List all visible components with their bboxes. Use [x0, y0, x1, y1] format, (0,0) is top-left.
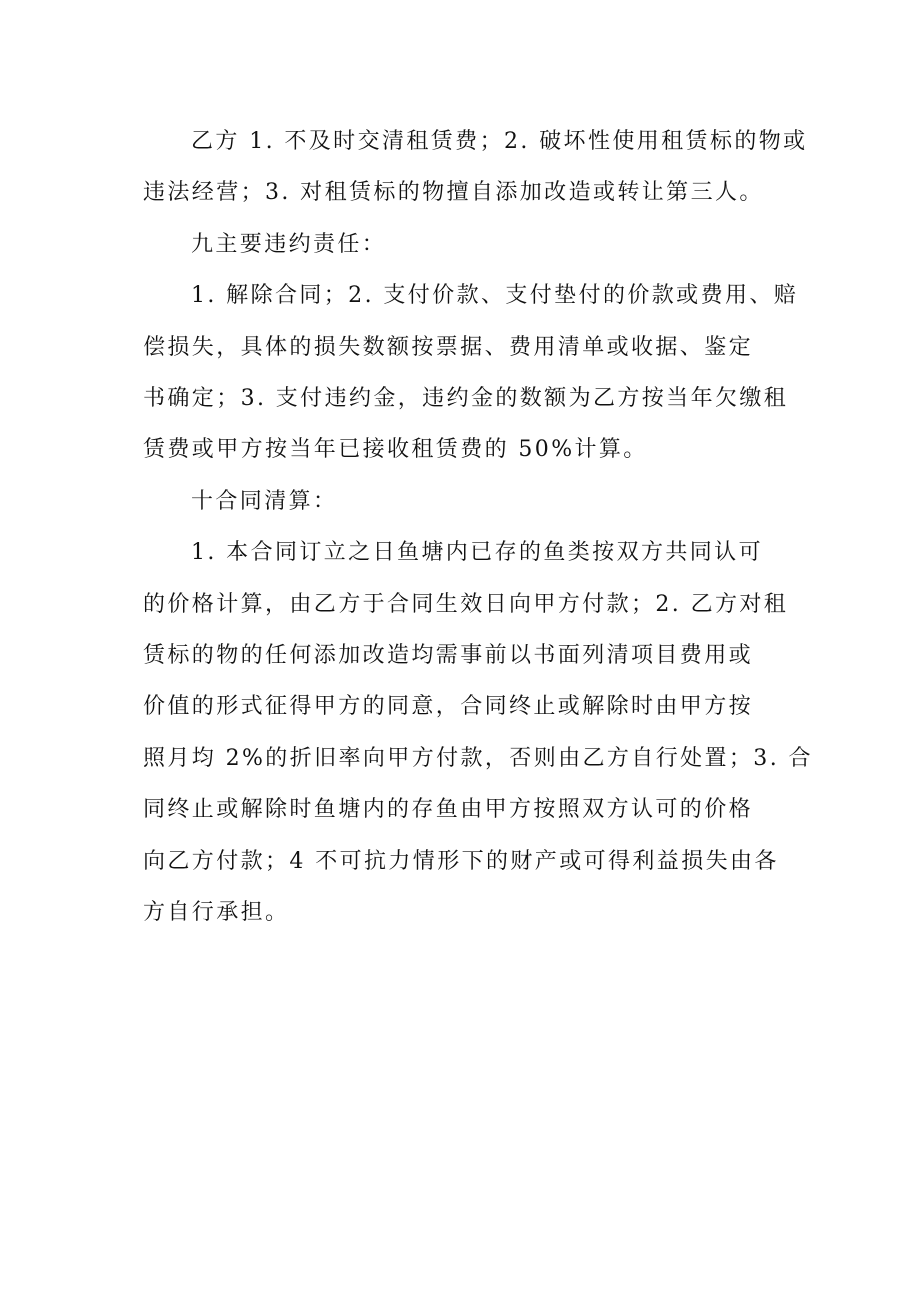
text-line: 照月均 2%的折旧率向甲方付款，否则由乙方自行处置；3. 合	[143, 745, 813, 771]
text-line: 违法经营；3. 对租赁标的物擅自添加改造或转让第三人。	[143, 180, 764, 206]
text-line: 书确定；3. 支付违约金，违约金的数额为乙方按当年欠缴租	[143, 386, 789, 412]
text-line: 十合同清算：	[191, 488, 338, 514]
text-line: 1. 本合同订立之日鱼塘内已存的鱼类按双方共同认可	[191, 540, 763, 566]
text-line: 的价格计算，由乙方于合同生效日向甲方付款；2. 乙方对租	[143, 591, 789, 617]
text-line: 偿损失，具体的损失数额按票据、费用清单或收据、鉴定	[143, 334, 754, 360]
section-heading-liability	[143, 219, 783, 270]
paragraph-liability	[143, 270, 799, 476]
text-line: 赁标的物的任何添加改造均需事前以书面列清项目费用或	[143, 643, 754, 669]
text-line: 赁费或甲方按当年已接收租赁费的 50%计算。	[143, 437, 648, 463]
text-line: 向乙方付款；4 不可抗力情形下的财产或可得利益损失由各	[143, 848, 779, 874]
text-line: 同终止或解除时鱼塘内的存鱼由甲方按照双方认可的价格	[143, 797, 754, 823]
paragraph-breach-conditions	[143, 116, 808, 219]
paragraph-settlement	[143, 527, 813, 938]
text-line: 方自行承担。	[143, 900, 290, 926]
text-line: 乙方 1. 不及时交清租赁费；2. 破坏性使用租赁标的物或	[191, 129, 808, 154]
document-body	[143, 116, 813, 939]
text-line: 价值的形式征得甲方的同意，合同终止或解除时由甲方按	[143, 694, 754, 720]
section-heading-settlement	[143, 476, 783, 527]
text-line: 1. 解除合同；2. 支付价款、支付垫付的价款或费用、赔	[191, 283, 799, 309]
text-line: 九主要违约责任：	[191, 231, 387, 257]
